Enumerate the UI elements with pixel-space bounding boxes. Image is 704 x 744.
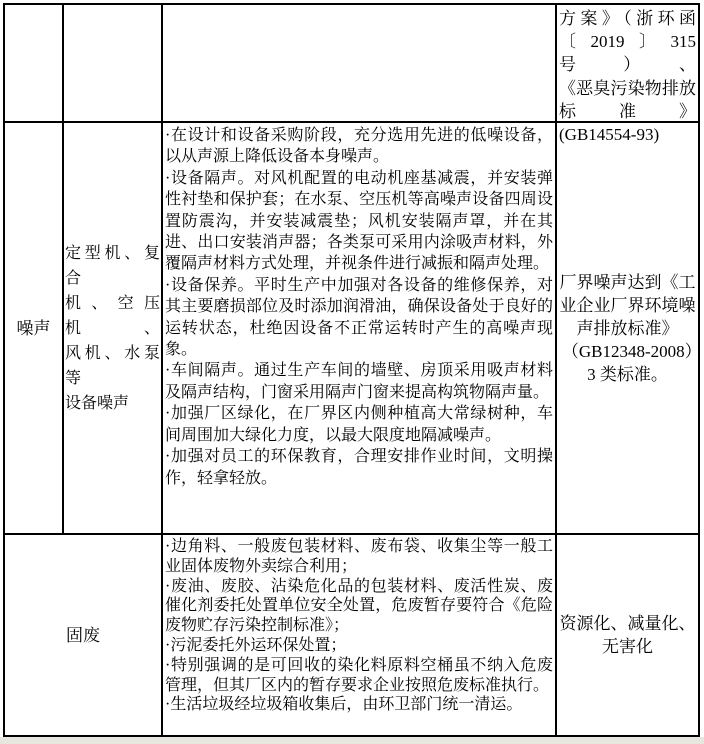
text-line: 《恶臭污染物排放	[559, 78, 696, 98]
text-line: 风机、水泵等	[65, 344, 160, 387]
text-line: 机、空压机、	[65, 294, 160, 337]
noise-category-label: 噪声	[16, 318, 51, 338]
text-line: 〔2019〕315 号）、	[559, 32, 696, 75]
paragraph: ·特别强调的是可回收的染化料原料空桶虽不纳入危废管理，但其厂区内的暂存要求企业按照危废标准执行。	[165, 656, 553, 694]
measures-table	[3, 3, 700, 737]
solid-waste-measures-cell	[163, 535, 557, 737]
paragraph: ·边角料、一般废包装材料、废布袋、收集尘等一般工业固体废物外卖综合利用；	[165, 538, 553, 575]
paragraph: ·加强对员工的环保教育，合理安排作业时间，文明操作，轻拿轻放。	[165, 448, 553, 487]
paragraph: ·车间隔声。通过生产车间的墙壁、房顶采用吸声材料及隔声结构，门窗采用隔声门窗来提高构筑物隔声量。	[165, 362, 553, 401]
paragraph: ·污泥委托外运环保处置；	[165, 636, 347, 654]
paragraph: ·设备保养。平时生产中加强对各设备的维修保养，对其主要磨损部位及时添加润滑油，确保设备处于良好的运转状态，杜绝因设备不正常运转时产生的高噪声现象。	[165, 276, 553, 359]
text-line: 方案》（浙环函	[559, 9, 696, 28]
paragraph: ·设备隔声。对风机配置的电动机座基减震，并安装弹性衬垫和保护套；在水泵、空压机等高噪声设备四周设置防震沟，并安装减震垫；风机安装隔声罩，并在其进、出口安装消声器；各类泵可采用内涂吸声材料，外覆隔声材料方式处理，并视条件进行减振和隔声处理。	[165, 169, 553, 273]
paragraph: ·生活垃圾经垃圾箱收集后，由环卫部门统一清运。	[165, 696, 523, 714]
prev-row-measures-cell-empty	[163, 5, 557, 123]
prev-row-source-cell-empty	[64, 5, 163, 123]
noise-category-cell	[5, 123, 64, 535]
prev-row-category-cell-empty	[5, 5, 64, 123]
prev-row-standard-cell	[557, 5, 700, 145]
solid-waste-category-label: 固废	[66, 625, 100, 645]
paragraph: ·在设计和设备采购阶段，充分选用先进的低噪设备，以从声源上降低设备本身噪声。	[165, 127, 553, 166]
noise-standard-text: 厂界噪声达到《工业企业厂界环境噪声排放标准》（GB12348-2008）3 类标准。	[559, 272, 696, 384]
paragraph: ·废油、废胶、沾染危化品的包装材料、废活性炭、废催化剂委托处置单位安全处置，危废暂存要符合《危险废物贮存污染控制标准》；	[165, 577, 553, 635]
noise-source-cell	[64, 123, 163, 535]
noise-standard-cell	[557, 123, 700, 535]
page-margin-strip	[0, 737, 704, 744]
solid-waste-category-cell	[5, 535, 163, 737]
text-line: (GB14554-93)	[559, 125, 660, 145]
text-line: 标准》	[559, 101, 696, 121]
paragraph: ·加强厂区绿化，在厂界区内侧种植高大常绿树种，车间周围加大绿化力度，以最大限度地隔减噪声。	[165, 405, 553, 444]
text-line: 定型机、复合	[65, 244, 160, 287]
solid-waste-standard-text: 资源化、减量化、无害化	[559, 614, 696, 656]
solid-waste-standard-cell	[557, 535, 700, 737]
noise-measures-cell	[163, 123, 557, 535]
text-line: 设备噪声	[65, 394, 130, 412]
